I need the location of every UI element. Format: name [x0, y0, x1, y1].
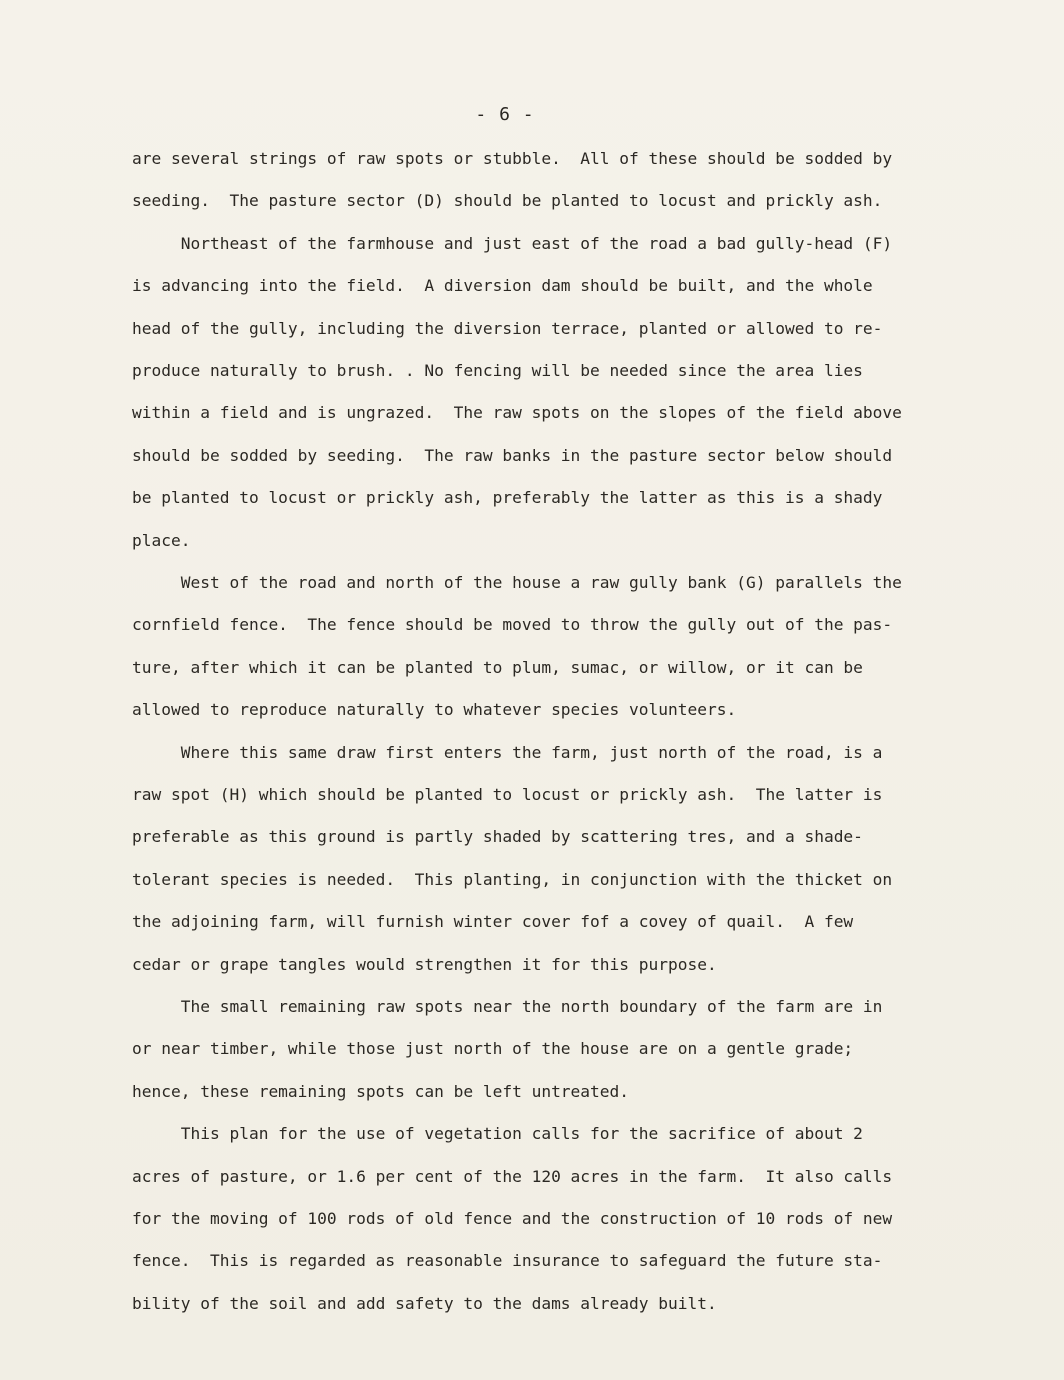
text-line: head of the gully, including the diversion terrace, planted or allowed to re- — [132, 318, 883, 338]
text-line: The small remaining raw spots near the north boundary of the farm are in — [132, 997, 883, 1016]
text-line: cedar or grape tangles would strengthen it for this purpose. — [132, 954, 717, 974]
text-line: place. — [132, 530, 191, 550]
text-line: the adjoining farm, will furnish winter cover fof a covey of quail. A few — [132, 912, 854, 932]
text-line: or near timber, while those just north of the house are on a gentle grade; — [132, 1039, 854, 1059]
text-line: should be sodded by seeding. The raw banks in the pasture sector below should — [132, 445, 893, 465]
text-line: fence. This is regarded as reasonable insurance to safeguard the future sta- — [132, 1251, 883, 1271]
text-line: hence, these remaining spots can be left untreated. — [132, 1081, 630, 1101]
text-line: Northeast of the farmhouse and just east of the road a bad gully-head (F) — [132, 233, 893, 253]
text-line: is advancing into the field. A diversion dam should be built, and the whole — [132, 276, 873, 296]
text-line: preferable as this ground is partly shaded by scattering tres, and a shade- — [132, 827, 863, 847]
text-line: Where this same draw first enters the farm, just north of the road, is a — [132, 742, 883, 762]
text-line: cornfield fence. The fence should be moved to throw the gully out of the pas- — [132, 615, 893, 635]
text-line: tolerant species is needed. This planting, in conjunction with the thicket on — [132, 869, 893, 889]
text-line: produce naturally to brush. . No fencing will be needed since the area lies — [132, 361, 863, 380]
text-line: allowed to reproduce naturally to whatever species volunteers. — [132, 700, 737, 720]
text-line: seeding. The pasture sector (D) should be planted to locust and prickly ash. — [132, 191, 883, 211]
text-line: are several strings of raw spots or stubble. All of these should be sodded by — [132, 149, 893, 168]
text-line: West of the road and north of the house a raw gully bank (G) parallels the — [132, 573, 902, 592]
text-line: ture, after which it can be planted to plum, sumac, or willow, or it can be — [132, 657, 863, 677]
text-line: acres of pasture, or 1.6 per cent of the 120 acres in the farm. It also calls — [132, 1166, 893, 1186]
text-line: within a field and is ungrazed. The raw spots on the slopes of the field above — [132, 403, 902, 423]
text-line: be planted to locust or prickly ash, preferably the latter as this is a shady — [132, 488, 883, 508]
page-number: - 6 - — [475, 104, 535, 125]
text-line: raw spot (H) which should be planted to locust or prickly ash. The latter is — [132, 785, 883, 804]
text-line: for the moving of 100 rods of old fence and the construction of 10 rods of new — [132, 1209, 893, 1228]
text-line: bility of the soil and add safety to the dams already built. — [132, 1293, 717, 1313]
text-line: This plan for the use of vegetation calls for the sacrifice of about 2 — [132, 1124, 863, 1144]
